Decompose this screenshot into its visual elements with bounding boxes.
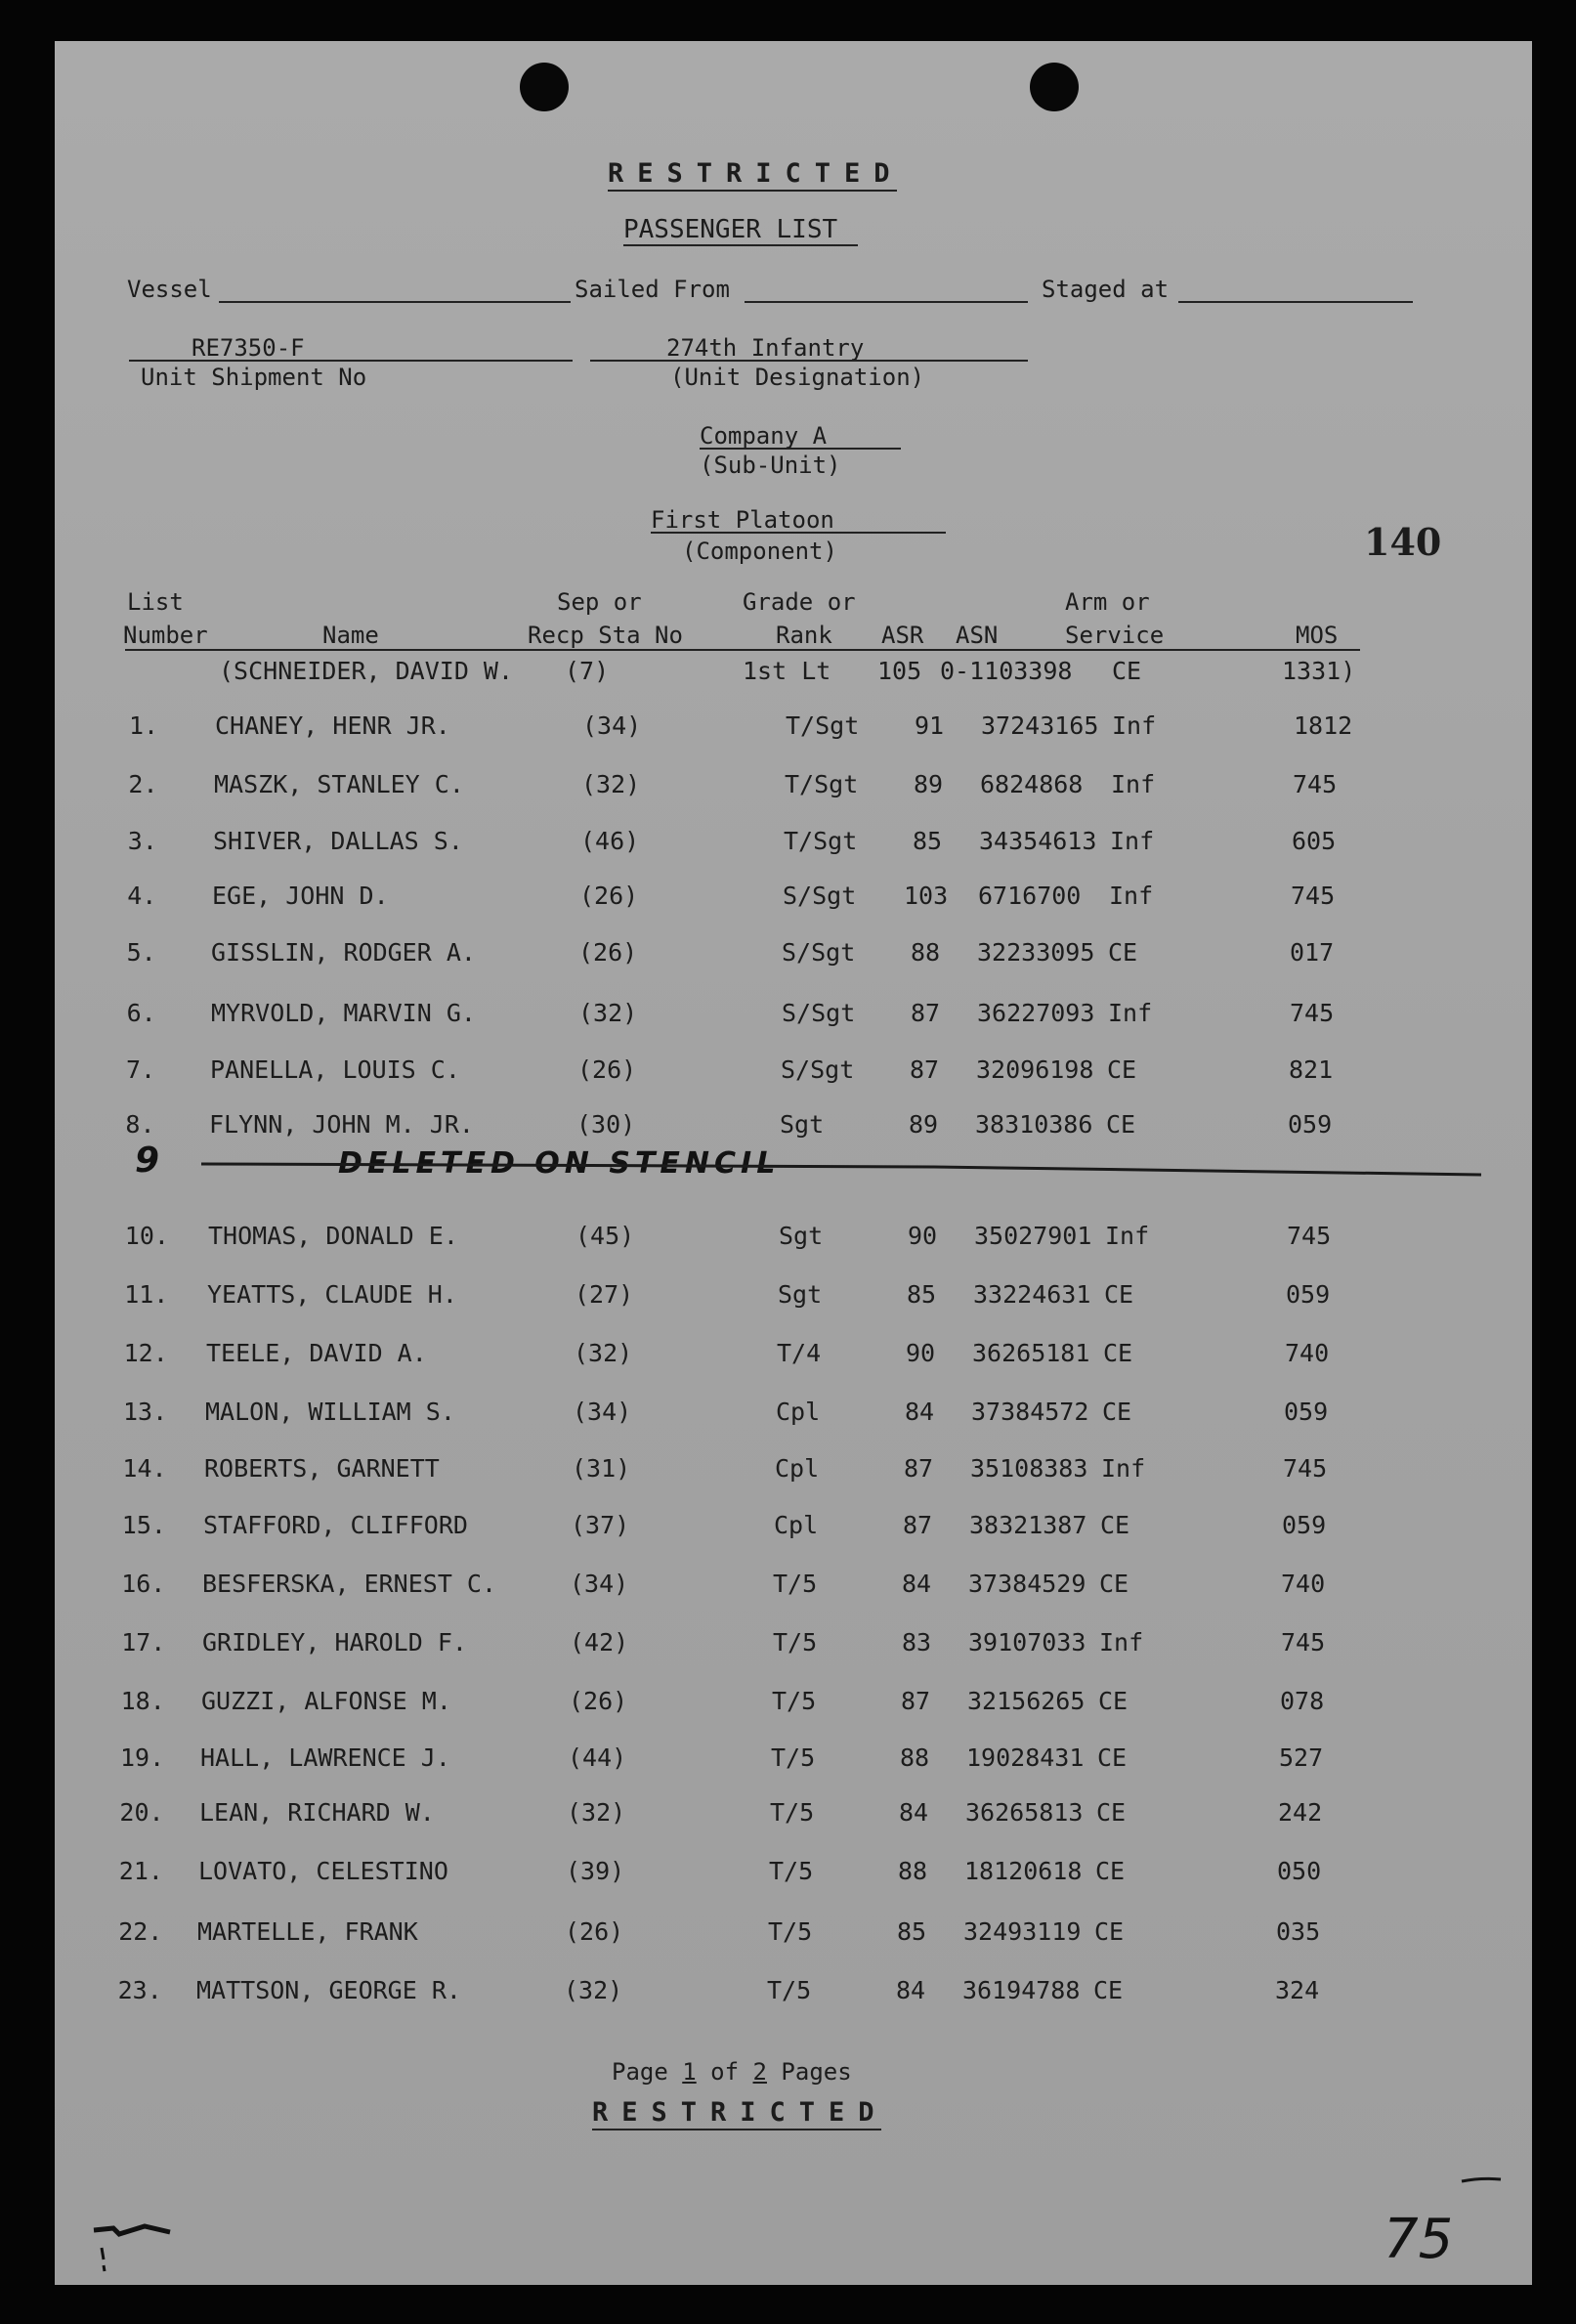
row-grade: Sgt xyxy=(778,1280,823,1309)
row-sta: (32) xyxy=(567,1798,626,1827)
col-list-number-bottom: Number xyxy=(123,622,208,649)
row-mos: 324 xyxy=(1275,1976,1320,2004)
row-number: 18. xyxy=(120,1687,165,1715)
row-asn: 36227093 xyxy=(977,999,1095,1027)
row-sta: (44) xyxy=(568,1743,627,1772)
row-mos: 1812 xyxy=(1294,711,1353,740)
row-mos: 017 xyxy=(1290,938,1335,967)
row-asr: 84 xyxy=(899,1798,929,1827)
row-number: 16. xyxy=(121,1570,166,1598)
row-name: STAFFORD, CLIFFORD xyxy=(203,1511,468,1539)
row-number: 5. xyxy=(126,938,156,967)
row-grade: S/Sgt xyxy=(781,1055,855,1084)
row-name: TEELE, DAVID A. xyxy=(206,1339,427,1367)
row-arm: CE xyxy=(1100,1511,1130,1539)
row-asn: 35108383 xyxy=(970,1454,1088,1483)
row-grade: T/5 xyxy=(773,1570,818,1598)
row-sta: (34) xyxy=(570,1570,629,1598)
row-arm: Inf xyxy=(1111,770,1156,798)
officer-asr: 105 xyxy=(877,657,922,685)
unit-designation: 274th Infantry xyxy=(666,334,865,362)
col-grade-bottom: Rank xyxy=(776,622,832,649)
row-name: GRIDLEY, HAROLD F. xyxy=(202,1628,467,1657)
row-number: 11. xyxy=(124,1280,169,1309)
row-asn: 34354613 xyxy=(979,827,1097,855)
row-name: LOVATO, CELESTINO xyxy=(198,1857,448,1885)
row-sta: (39) xyxy=(566,1857,625,1885)
page-current: 1 xyxy=(682,2058,697,2086)
row-mos: 527 xyxy=(1279,1743,1324,1772)
row-mos: 059 xyxy=(1284,1398,1329,1426)
row-asr: 87 xyxy=(904,1454,934,1483)
row-name: LEAN, RICHARD W. xyxy=(199,1798,435,1827)
row-grade: T/5 xyxy=(767,1976,812,2004)
row-sta: (32) xyxy=(581,770,641,798)
page-prefix: Page xyxy=(612,2058,668,2086)
row-asn: 32096198 xyxy=(976,1055,1094,1084)
officer-arm: CE xyxy=(1112,657,1142,685)
row-name: ROBERTS, GARNETT xyxy=(204,1454,440,1483)
row-name: MYRVOLD, MARVIN G. xyxy=(211,999,476,1027)
row-sta: (45) xyxy=(575,1222,635,1250)
component: First Platoon xyxy=(651,506,834,534)
row-mos: 745 xyxy=(1290,999,1335,1027)
row-name: PANELLA, LOUIS C. xyxy=(210,1055,460,1084)
row-name: EGE, JOHN D. xyxy=(212,882,389,910)
row-name: HALL, LAWRENCE J. xyxy=(200,1743,450,1772)
row-asn: 39107033 xyxy=(968,1628,1086,1657)
row-name: YEATTS, CLAUDE H. xyxy=(207,1280,457,1309)
row-arm: Inf xyxy=(1110,827,1155,855)
row-asr: 83 xyxy=(902,1628,932,1657)
row-mos: 821 xyxy=(1289,1055,1334,1084)
row-sta: (30) xyxy=(576,1110,636,1139)
row-mos: 745 xyxy=(1293,770,1338,798)
row-asr: 84 xyxy=(896,1976,926,2004)
row-asr: 87 xyxy=(911,999,941,1027)
officer-sta: (7) xyxy=(565,657,610,685)
row-asn: 38321387 xyxy=(969,1511,1087,1539)
document-page xyxy=(55,41,1532,2285)
row-sta: (27) xyxy=(575,1280,634,1309)
col-list-number-top: List xyxy=(127,588,184,616)
row-sta: (26) xyxy=(569,1687,628,1715)
row-mos: 745 xyxy=(1281,1628,1326,1657)
row-asr: 89 xyxy=(914,770,944,798)
row-mos: 059 xyxy=(1282,1511,1327,1539)
row-sta: (46) xyxy=(580,827,640,855)
row-sta: (26) xyxy=(578,938,638,967)
row-number: 10. xyxy=(124,1222,169,1250)
row-arm: CE xyxy=(1107,1055,1137,1084)
row-grade: T/5 xyxy=(773,1628,818,1657)
row-mos: 059 xyxy=(1286,1280,1331,1309)
page-suffix: Pages xyxy=(781,2058,852,2086)
row-asr: 88 xyxy=(900,1743,930,1772)
row-mos: 242 xyxy=(1278,1798,1323,1827)
row-asr: 87 xyxy=(910,1055,940,1084)
vessel-label: Vessel xyxy=(127,276,212,303)
row-name: FLYNN, JOHN M. JR. xyxy=(209,1110,474,1139)
unit-shipment-number: RE7350-F xyxy=(192,334,305,362)
row-number: 3. xyxy=(127,827,157,855)
row-asr: 88 xyxy=(911,938,941,967)
row-arm: Inf xyxy=(1101,1454,1146,1483)
row-asr: 87 xyxy=(903,1511,933,1539)
row-sta: (32) xyxy=(578,999,638,1027)
officer-grade: 1st Lt xyxy=(743,657,831,685)
row-mos: 059 xyxy=(1288,1110,1333,1139)
row-arm: CE xyxy=(1096,1798,1127,1827)
row-mos: 078 xyxy=(1280,1687,1325,1715)
row-asr: 85 xyxy=(897,1917,927,1946)
row-asr: 85 xyxy=(907,1280,937,1309)
row-asn: 32493119 xyxy=(963,1917,1082,1946)
row-mos: 605 xyxy=(1292,827,1337,855)
page-total: 2 xyxy=(752,2058,767,2086)
row-asn: 33224631 xyxy=(973,1280,1091,1309)
row-arm: CE xyxy=(1099,1570,1129,1598)
sailed-from-label: Sailed From xyxy=(575,276,730,303)
row-number: 21. xyxy=(118,1857,163,1885)
row-arm: CE xyxy=(1097,1743,1128,1772)
row-number: 8. xyxy=(125,1110,155,1139)
row-sta: (26) xyxy=(577,1055,637,1084)
row-sta: (34) xyxy=(573,1398,632,1426)
row-asr: 84 xyxy=(905,1398,935,1426)
row-name: MATTSON, GEORGE R. xyxy=(196,1976,461,2004)
col-asn: ASN xyxy=(956,622,999,649)
row-sta: (31) xyxy=(572,1454,631,1483)
passenger-list-title: PASSENGER LIST xyxy=(623,215,838,244)
row-asn: 36265181 xyxy=(972,1339,1090,1367)
row-arm: CE xyxy=(1098,1687,1129,1715)
row-grade: T/5 xyxy=(768,1917,813,1946)
col-asr: ASR xyxy=(881,622,924,649)
row-sta: (26) xyxy=(579,882,639,910)
row-arm: CE xyxy=(1093,1976,1124,2004)
row-mos: 050 xyxy=(1277,1857,1322,1885)
unit-shipment-label: Unit Shipment No xyxy=(141,364,367,391)
col-arm-top: Arm or xyxy=(1065,588,1150,616)
officer-name: (SCHNEIDER, DAVID W. xyxy=(219,657,514,685)
row-asn: 35027901 xyxy=(974,1222,1092,1250)
row-number: 7. xyxy=(126,1055,156,1084)
row-arm: Inf xyxy=(1099,1628,1144,1657)
page-number-stamp: 140 xyxy=(1364,520,1442,564)
row-arm: Inf xyxy=(1108,999,1153,1027)
row-name: MASZK, STANLEY C. xyxy=(214,770,464,798)
row-name: MALON, WILLIAM S. xyxy=(205,1398,455,1426)
handwritten-number: 75 xyxy=(1384,2208,1454,2271)
row-number: 2. xyxy=(128,770,158,798)
row-number: 14. xyxy=(122,1454,167,1483)
row-arm: CE xyxy=(1103,1339,1133,1367)
row-sta: (32) xyxy=(574,1339,633,1367)
row-grade: S/Sgt xyxy=(782,999,856,1027)
col-mos: MOS xyxy=(1296,622,1339,649)
row-asn: 32233095 xyxy=(977,938,1095,967)
row-sta: (32) xyxy=(564,1976,623,2004)
row-asr: 88 xyxy=(898,1857,928,1885)
sub-unit-label: (Sub-Unit) xyxy=(700,452,841,479)
row-arm: CE xyxy=(1108,938,1138,967)
row-sta: (37) xyxy=(571,1511,630,1539)
row-grade: S/Sgt xyxy=(782,938,856,967)
row-grade: T/Sgt xyxy=(785,770,859,798)
officer-asn: 0-1103398 xyxy=(940,657,1073,685)
page-of: of xyxy=(710,2058,740,2086)
row-asr: 91 xyxy=(915,711,945,740)
row-asn: 37384529 xyxy=(968,1570,1086,1598)
row-number: 12. xyxy=(123,1339,168,1367)
row-asr: 90 xyxy=(906,1339,936,1367)
row-number: 13. xyxy=(123,1398,168,1426)
col-grade-top: Grade or xyxy=(743,588,856,616)
row-asn: 36265813 xyxy=(965,1798,1084,1827)
row-number: 6. xyxy=(126,999,156,1027)
row-name: GUZZI, ALFONSE M. xyxy=(201,1687,451,1715)
row-name: THOMAS, DONALD E. xyxy=(208,1222,458,1250)
row-number: 20. xyxy=(119,1798,164,1827)
row-arm: CE xyxy=(1094,1917,1125,1946)
row-sta: (26) xyxy=(565,1917,624,1946)
row-asr: 103 xyxy=(904,882,949,910)
row-grade: Cpl xyxy=(776,1398,821,1426)
row-mos: 745 xyxy=(1291,882,1336,910)
row-asn: 37243165 xyxy=(981,711,1099,740)
row-number: 22. xyxy=(118,1917,163,1946)
row-name: SHIVER, DALLAS S. xyxy=(213,827,463,855)
row-grade: Cpl xyxy=(774,1511,819,1539)
row-arm: CE xyxy=(1095,1857,1126,1885)
row-asn: 6716700 xyxy=(978,882,1082,910)
restricted-title: RESTRICTED xyxy=(608,158,904,189)
row-name: GISSLIN, RODGER A. xyxy=(211,938,476,967)
col-sep-top: Sep or xyxy=(557,588,642,616)
row-name: CHANEY, HENR JR. xyxy=(215,711,450,740)
deleted-row-number: 9 xyxy=(135,1140,160,1181)
row-mos: 745 xyxy=(1283,1454,1328,1483)
row-asn: 18120618 xyxy=(964,1857,1083,1885)
officer-mos: 1331) xyxy=(1282,657,1356,685)
row-asr: 84 xyxy=(902,1570,932,1598)
row-grade: T/4 xyxy=(777,1339,822,1367)
row-grade: Cpl xyxy=(775,1454,820,1483)
staged-at-label: Staged at xyxy=(1042,276,1170,303)
row-grade: T/Sgt xyxy=(784,827,858,855)
row-grade: T/5 xyxy=(771,1743,816,1772)
col-arm-bottom: Service xyxy=(1065,622,1165,649)
row-grade: Sgt xyxy=(780,1110,825,1139)
row-grade: Sgt xyxy=(779,1222,824,1250)
row-asn: 38310386 xyxy=(975,1110,1093,1139)
sub-unit: Company A xyxy=(700,422,828,450)
row-asn: 32156265 xyxy=(967,1687,1086,1715)
row-arm: CE xyxy=(1104,1280,1134,1309)
row-sta: (42) xyxy=(570,1628,629,1657)
row-grade: T/5 xyxy=(770,1798,815,1827)
row-mos: 740 xyxy=(1285,1339,1330,1367)
row-mos: 740 xyxy=(1281,1570,1326,1598)
row-arm: Inf xyxy=(1112,711,1157,740)
row-number: 1. xyxy=(129,711,159,740)
component-label: (Component) xyxy=(682,538,837,565)
row-number: 19. xyxy=(120,1743,165,1772)
row-arm: Inf xyxy=(1105,1222,1150,1250)
row-grade: T/5 xyxy=(769,1857,814,1885)
row-number: 4. xyxy=(127,882,157,910)
row-mos: 745 xyxy=(1287,1222,1332,1250)
row-arm: Inf xyxy=(1109,882,1154,910)
row-asn: 6824868 xyxy=(980,770,1084,798)
row-name: MARTELLE, FRANK xyxy=(197,1917,418,1946)
restricted-footer: RESTRICTED xyxy=(592,2097,888,2128)
row-asn: 37384572 xyxy=(971,1398,1089,1426)
deleted-on-stencil-note: DELETED ON STENCIL xyxy=(338,1146,781,1181)
row-number: 23. xyxy=(117,1976,162,2004)
row-name: BESFERSKA, ERNEST C. xyxy=(202,1570,497,1598)
row-grade: T/Sgt xyxy=(786,711,860,740)
row-asr: 85 xyxy=(913,827,943,855)
row-number: 15. xyxy=(121,1511,166,1539)
row-sta: (34) xyxy=(582,711,642,740)
row-grade: S/Sgt xyxy=(783,882,857,910)
handwritten-marks xyxy=(55,41,1532,2285)
col-name: Name xyxy=(322,622,379,649)
row-asn: 36194788 xyxy=(962,1976,1081,2004)
row-asr: 89 xyxy=(909,1110,939,1139)
row-arm: CE xyxy=(1102,1398,1132,1426)
row-asn: 19028431 xyxy=(966,1743,1085,1772)
row-asr: 90 xyxy=(908,1222,938,1250)
row-grade: T/5 xyxy=(772,1687,817,1715)
col-sep-bottom: Recp Sta No xyxy=(528,622,683,649)
row-arm: CE xyxy=(1106,1110,1136,1139)
row-number: 17. xyxy=(121,1628,166,1657)
row-asr: 87 xyxy=(901,1687,931,1715)
unit-designation-label: (Unit Designation) xyxy=(670,364,925,391)
row-mos: 035 xyxy=(1276,1917,1321,1946)
